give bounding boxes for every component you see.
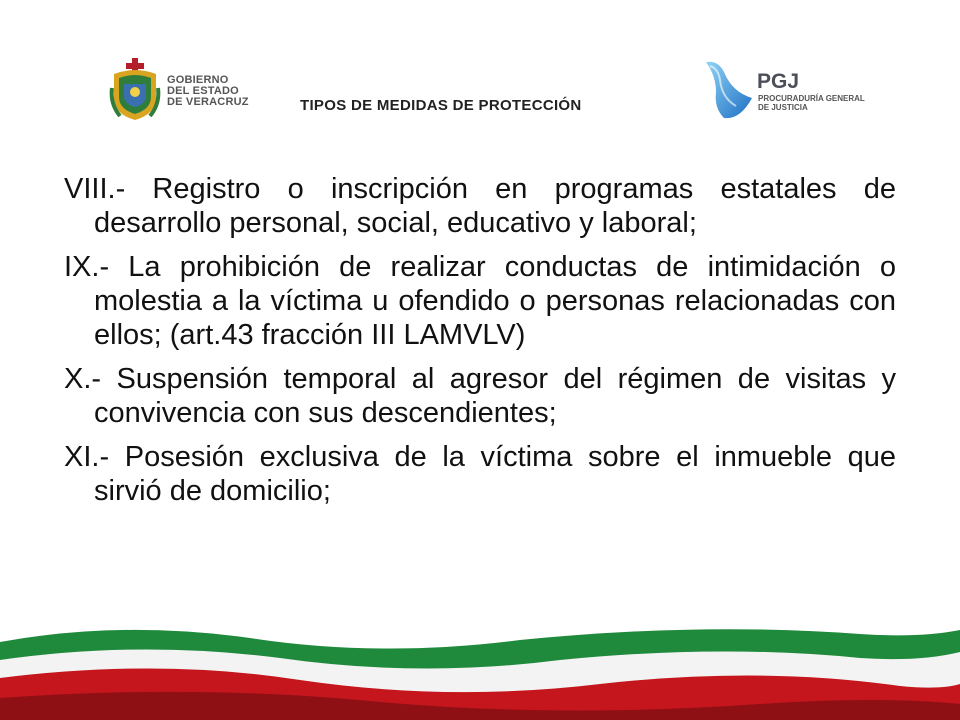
pgj-name-line-2: DE JUSTICIA — [758, 103, 808, 112]
slide-title: TIPOS DE MEDIDAS DE PROTECCIÓN — [300, 97, 582, 114]
footer-flag-wave — [0, 600, 960, 720]
pgj-full-name — [758, 94, 865, 112]
pgj-abbreviation: PGJ — [757, 70, 800, 93]
list-item: VIII.- Registro o inscripción en programas estatales de desarrollo personal, social, educativo y laboral; — [64, 173, 896, 239]
protection-measures-list — [64, 172, 896, 518]
veracruz-seal-icon — [108, 58, 162, 122]
government-name-line-1: GOBIERNO — [167, 74, 229, 86]
veracruz-government-logo — [108, 58, 268, 122]
government-name — [167, 75, 249, 108]
pgj-emblem-icon — [700, 58, 756, 124]
government-name-line-2: DEL ESTADO — [167, 85, 239, 97]
pgj-name-line-1: PROCURADURÍA GENERAL — [758, 94, 865, 103]
slide-header — [0, 0, 960, 150]
government-name-line-3: DE VERACRUZ — [167, 96, 249, 108]
pgj-logo — [700, 58, 870, 128]
list-item: X.- Suspensión temporal al agresor del régimen de visitas y convivencia con sus descendientes; — [64, 363, 896, 429]
list-item: XI.- Posesión exclusiva de la víctima sobre el inmueble que sirvió de domicilio; — [64, 441, 896, 507]
list-item: IX.- La prohibición de realizar conductas de intimidación o molestia a la víctima u ofendido o personas relacionadas con ellos; (art.43 fracción III LAMVLV) — [64, 251, 896, 351]
